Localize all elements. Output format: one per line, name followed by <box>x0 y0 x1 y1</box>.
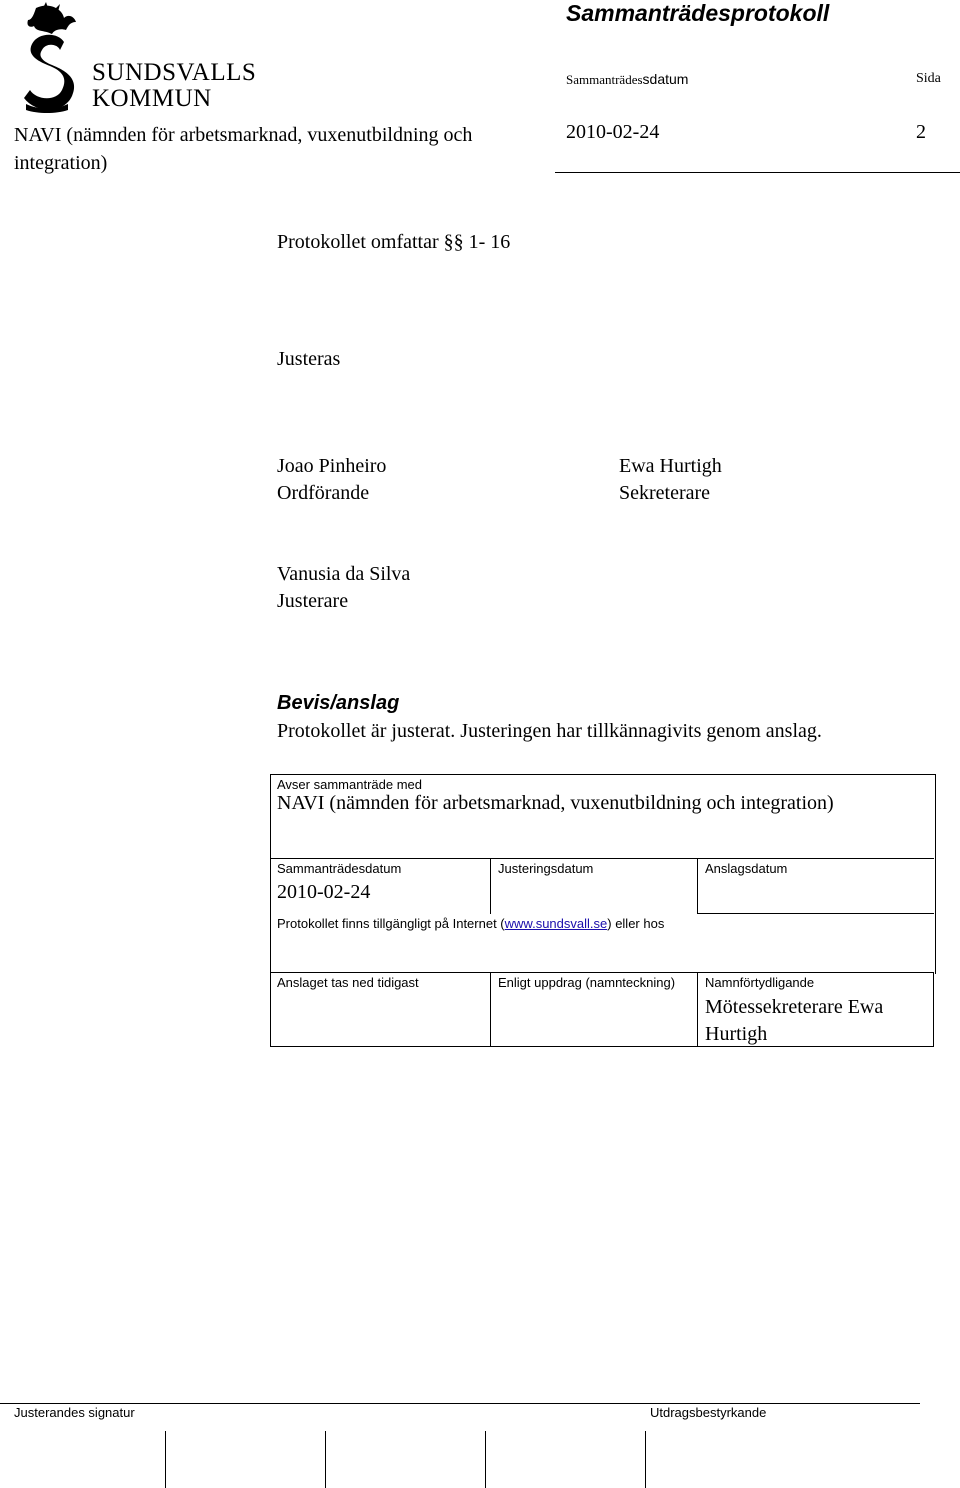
signatory-name: Vanusia da Silva <box>277 563 411 585</box>
availability-suffix: ) eller hos <box>607 916 665 931</box>
anslagsdatum-label: Anslagsdatum <box>705 861 788 876</box>
notice-divider <box>697 913 934 914</box>
avser-value: NAVI (nämnden för arbetsmarknad, vuxenutbildning och integration) <box>277 792 834 814</box>
signature-cell-divider <box>485 1431 486 1488</box>
adjuster-signature-label: Justerandes signatur <box>14 1405 135 1420</box>
meeting-date: 2010-02-24 <box>566 121 660 143</box>
logo-text-line2: KOMMUN <box>92 85 212 112</box>
meeting-date-label <box>566 71 688 88</box>
avser-label: Avser sammanträde med <box>277 777 422 792</box>
page-number: 2 <box>916 121 926 143</box>
signatory-name: Joao Pinheiro <box>277 455 387 477</box>
logo-text-line1: SUNDSVALLS <box>92 59 257 86</box>
sammantradesdatum-value: 2010-02-24 <box>277 881 371 903</box>
meeting-date-label-main: Sammanträdes <box>566 72 643 87</box>
availability-prefix: Protokollet finns tillgängligt på Internet ( <box>277 916 505 931</box>
signature-cell-divider <box>645 1431 646 1488</box>
document-title: Sammanträdesprotokoll <box>566 0 830 26</box>
signature-cell-divider <box>165 1431 166 1488</box>
anslaget-tas-ned-label: Anslaget tas ned tidigast <box>277 975 419 990</box>
justeringsdatum-label: Justeringsdatum <box>498 861 594 876</box>
committee-name: NAVI (nämnden för arbetsmarknad, vuxenutbildning och integration) <box>14 124 473 174</box>
notice-divider <box>697 972 698 1047</box>
website-link[interactable]: www.sundsvall.se <box>504 916 608 931</box>
protocol-coverage: Protokollet omfattar §§ 1- 16 <box>277 231 511 253</box>
extract-certification-label: Utdragsbestyrkande <box>650 1405 767 1420</box>
notice-divider <box>697 858 698 914</box>
page-label: Sida <box>916 71 941 86</box>
notice-divider <box>490 972 491 1047</box>
enligt-uppdrag-label: Enligt uppdrag (namnteckning) <box>498 975 676 990</box>
signatory-adjuster <box>277 561 410 615</box>
namnfortydligande-label: Namnförtydligande <box>705 975 815 990</box>
signatory-chair <box>277 453 386 507</box>
bevis-heading: Bevis/anslag <box>277 692 400 714</box>
signatory-secretary <box>619 453 722 507</box>
availability-text <box>277 916 664 931</box>
signature-cell-divider <box>325 1431 326 1488</box>
notice-divider <box>490 858 491 914</box>
namnfortydligande-value: Mötessekreterare Ewa Hurtigh <box>705 996 884 1045</box>
footer-divider <box>0 1403 920 1404</box>
dragon-s-logo-icon <box>14 2 84 114</box>
signatory-role: Justerare <box>277 590 349 612</box>
meeting-date-label-suffix: sdatum <box>642 71 689 87</box>
sammantradesdatum-label: Sammanträdesdatum <box>277 861 402 876</box>
signatory-name: Ewa Hurtigh <box>619 455 722 477</box>
header-divider <box>555 172 960 173</box>
justeras-heading: Justeras <box>277 348 341 370</box>
bevis-text: Protokollet är justerat. Justeringen har tillkännagivits genom anslag. <box>277 720 822 742</box>
signatory-role: Sekreterare <box>619 482 711 504</box>
notice-divider <box>270 858 934 859</box>
signatory-role: Ordförande <box>277 482 370 504</box>
